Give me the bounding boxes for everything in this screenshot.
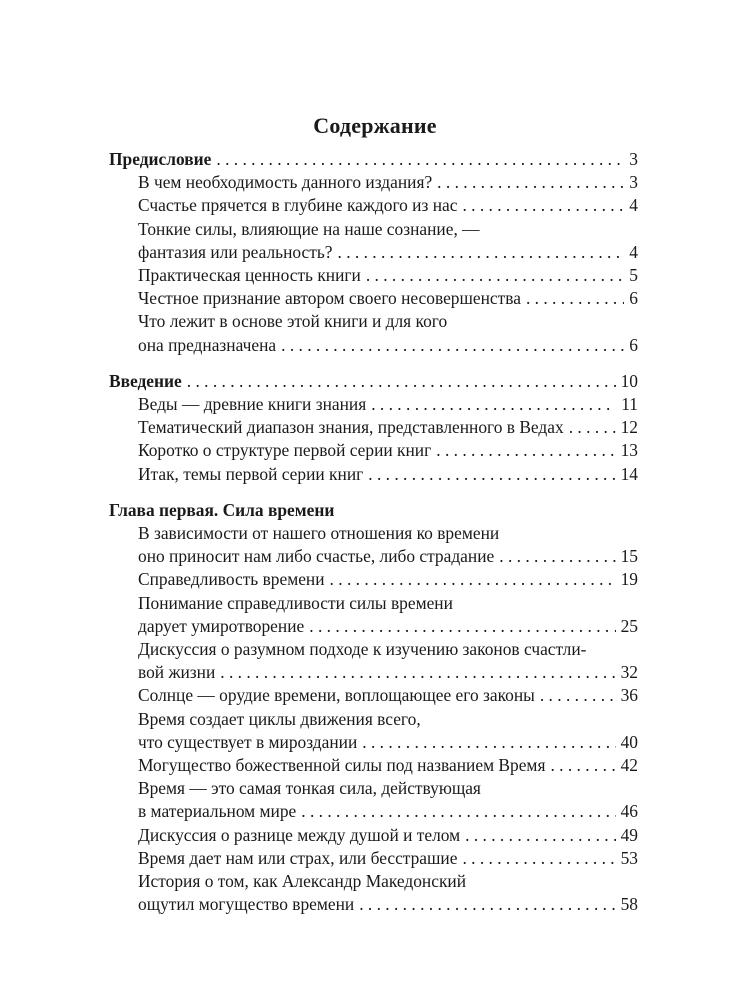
toc-entry-line[interactable] [109,708,638,731]
toc-entry-text: что существует в мироздании [138,731,358,752]
dot-leader [281,334,624,357]
page-number: 46 [620,801,638,822]
page-number: 19 [620,569,638,590]
toc-entry-line[interactable] [109,638,638,661]
table-of-contents [109,148,638,930]
dot-leader [330,568,616,591]
dot-leader [550,754,615,777]
toc-entry-line[interactable] [109,754,638,777]
toc-entry-line[interactable] [109,777,638,800]
page-number: 12 [620,417,638,438]
dot-leader [187,370,616,393]
page-number: 40 [620,731,638,752]
section-heading-text: Введение [109,370,182,391]
toc-entry-line[interactable] [109,218,638,241]
toc-section [109,148,638,357]
toc-entry-text: Могущество божественной силы под названием Время [138,755,546,776]
toc-entry-line[interactable] [109,334,638,357]
toc-entry-line[interactable] [109,241,638,264]
page-number: 25 [620,615,638,636]
toc-entry-text: Дискуссия о разумном подходе к изучению законов счастли- [138,639,587,660]
toc-entry-text: Коротко о структуре первой серии книг [138,440,432,461]
page-number: 49 [620,824,638,845]
toc-entry-text: В зависимости от нашего отношения ко времени [138,523,500,544]
page-number: 14 [620,463,638,484]
toc-entry-text: Понимание справедливости силы времени [138,592,453,613]
page-number: 58 [620,894,638,915]
page-number: 15 [620,546,638,567]
page-number: 6 [629,288,638,309]
toc-entry-line[interactable] [109,439,638,462]
page-number: 5 [629,265,638,286]
toc-entry-line[interactable] [109,171,638,194]
toc-entry-line[interactable] [109,463,638,486]
toc-entry-line[interactable] [109,568,638,591]
toc-entry-text: ощутил могущество времени [138,894,355,915]
toc-entry-line[interactable] [109,661,638,684]
toc-entry-text: Справедливость времени [138,569,325,590]
toc-entry-text: В чем необходимость данного издания? [138,172,433,193]
dot-leader [526,287,624,310]
dot-leader [436,439,615,462]
toc-entry-line[interactable] [109,592,638,615]
toc-entry-text: она предназначена [138,334,277,355]
toc-entry-line[interactable] [109,847,638,870]
dot-leader [309,615,615,638]
page-number: 10 [620,370,638,391]
page-number: 4 [629,195,638,216]
page-number: 32 [620,662,638,683]
toc-entry-text: Тематический диапазон знания, представленного в Ведах [138,417,564,438]
page-number: 13 [620,440,638,461]
toc-entry-line[interactable] [109,194,638,217]
toc-entry-line[interactable] [109,684,638,707]
page-number: 42 [620,755,638,776]
toc-entry-text: Тонкие силы, влияющие на наше сознание, — [138,218,480,239]
toc-entry-line[interactable] [109,393,638,416]
page-number: 6 [629,334,638,355]
dot-leader [366,264,624,287]
dot-leader [220,661,615,684]
toc-entry-line[interactable] [109,731,638,754]
page-number: 11 [621,394,638,415]
dot-leader [569,416,616,439]
toc-entry-line[interactable] [109,545,638,568]
toc-entry-text: Итак, темы первой серии книг [138,463,364,484]
dot-leader [465,824,615,847]
toc-section-heading[interactable] [109,148,638,171]
page-number: 3 [629,172,638,193]
toc-entry-line[interactable] [109,800,638,823]
toc-entry-line[interactable] [109,615,638,638]
dot-leader [359,893,615,916]
toc-section-heading[interactable] [109,370,638,393]
toc-section-heading[interactable] [109,499,638,522]
toc-entry-text: Веды — древние книги знания [138,394,367,415]
toc-entry-text: Дискуссия о разнице между душой и телом [138,824,461,845]
dot-leader [368,463,615,486]
page-number: 4 [629,241,638,262]
dot-leader [338,241,625,264]
dot-leader [371,393,616,416]
dot-leader [462,194,624,217]
dot-leader [301,800,615,823]
toc-section [109,499,638,917]
dot-leader [462,847,615,870]
toc-entry-line[interactable] [109,416,638,439]
toc-entry-text: Время создает циклы движения всего, [138,708,421,729]
toc-entry-text: Время дает нам или страх, или бесстрашие [138,847,458,868]
toc-entry-text: Счастье прячется в глубине каждого из нас [138,195,458,216]
toc-entry-text: фантазия или реальность? [138,241,333,262]
dot-leader [362,731,615,754]
dot-leader [499,545,615,568]
toc-entry-text: История о том, как Александр Македонский [138,871,467,892]
toc-entry-text: Честное признание автором своего несовершенства [138,288,521,309]
toc-entry-text: Что лежит в основе этой книги и для кого [138,311,448,332]
toc-entry-line[interactable] [109,310,638,333]
page-number: 3 [629,149,638,169]
toc-section [109,370,638,486]
toc-entry-text: вой жизни [138,662,216,683]
page-number: 53 [620,847,638,868]
toc-entry-text: Солнце — орудие времени, воплощающее его законы [138,685,535,706]
toc-entry-text: Практическая ценность книги [138,265,361,286]
toc-entry-text: оно приносит нам либо счастье, либо страдание [138,546,495,567]
page-title: Содержание [313,113,437,138]
dot-leader [437,171,624,194]
dot-leader [216,148,624,171]
toc-entry-line[interactable] [109,893,638,916]
toc-entry-text: в материальном мире [138,801,297,822]
section-heading-text: Предисловие [109,149,212,169]
toc-entry-line[interactable] [109,264,638,287]
toc-entry-line[interactable] [109,870,638,893]
toc-entry-line[interactable] [109,287,638,310]
page-number: 36 [620,685,638,706]
section-heading-text: Глава первая. Сила времени [109,499,335,520]
toc-entry-text: дарует умиротворение [138,615,305,636]
dot-leader [540,684,616,707]
toc-entry-text: Время — это самая тонкая сила, действующая [138,778,481,799]
toc-entry-line[interactable] [109,522,638,545]
toc-entry-line[interactable] [109,824,638,847]
